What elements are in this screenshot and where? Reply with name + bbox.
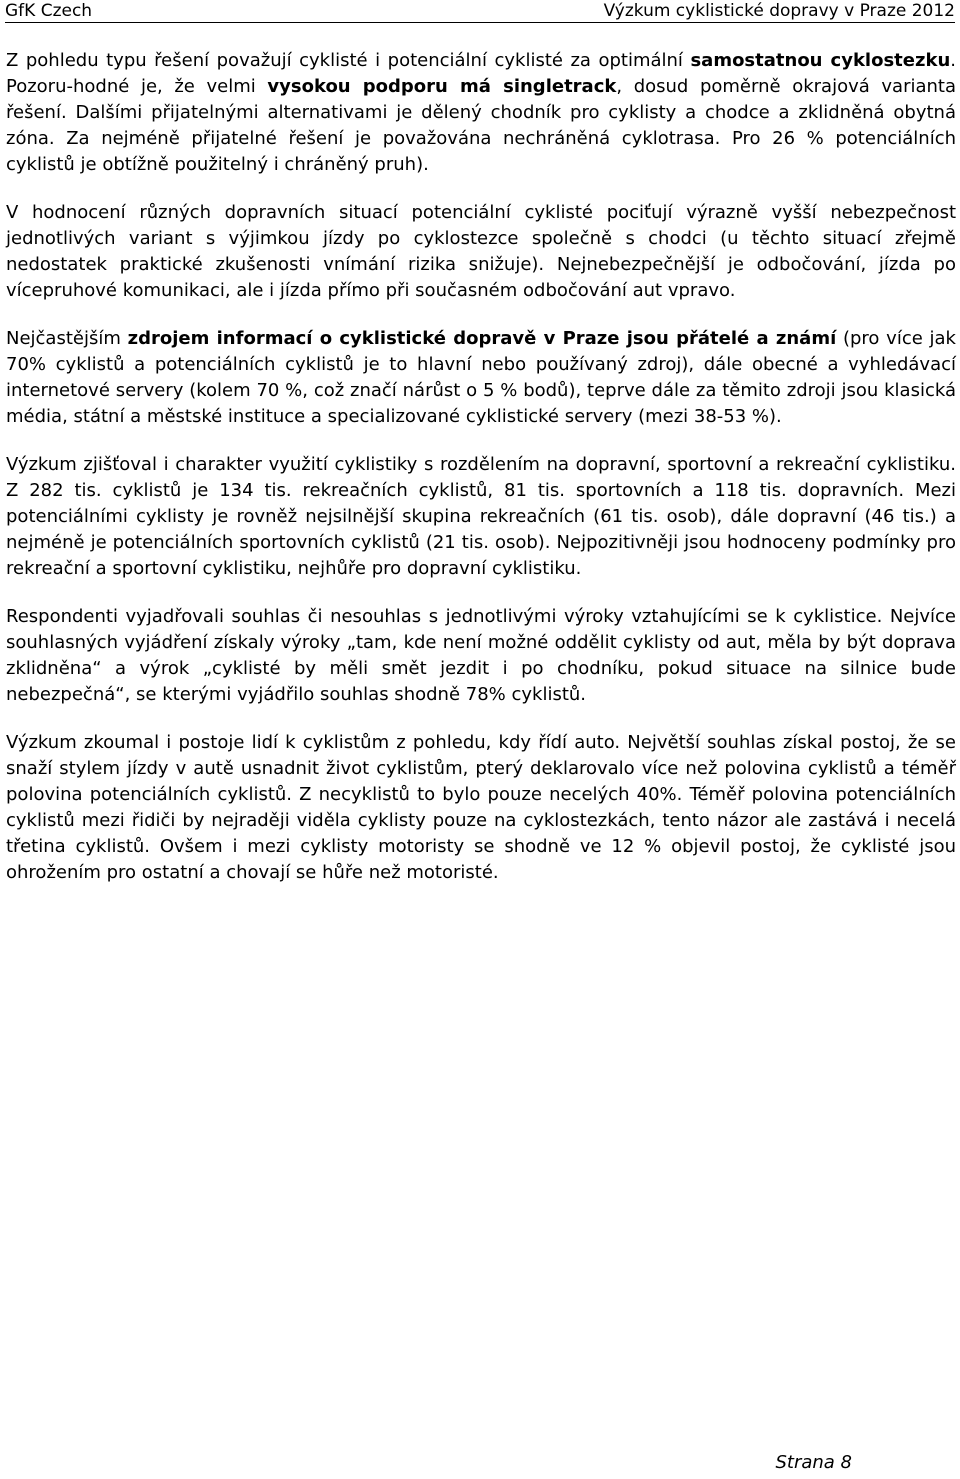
- paragraph-driver-attitudes: Výzkum zkoumal i postoje lidí k cyklistům z pohledu, kdy řídí auto. Největší souhlas získal postoj, že se snaží stylem jízdy v autě usnadnit život cyklistům, pterý deklarovalo více než polovina cyklistů a téměř polovina potenciálních cyklistů. Z necyklistů to bylo pouze necelých 40%. Téměř polovina potenciálních cyklistů mezi řidiči by nejraději viděla cyklisty pouze na cyklostezkách, tento názor ale zastává i necelá třetina cyklistů. Ovšem i mezi cyklisty motoristy se shodně ve 12 % objevil postoj, že cyklisté jsou ohrožením pro ostatní a chovají se hůře než motoristé.: [6, 732, 956, 883]
- document-body: [6, 48, 956, 908]
- page-number: Strana 8: [775, 1452, 852, 1473]
- header-company: GfK Czech: [5, 1, 93, 21]
- paragraph-statements: Respondenti vyjadřovali souhlas či nesouhlas s jednotlivými výroky vztahujícími se k cyklistice. Nejvíce souhlasných vyjádření získaly výroky „tam, kde není možné oddělit cyklisty od aut, měla by být doprava zklidněna“ a výrok „cyklisté by měli smět jezdit i po chodníku, pokud situace na silnice bude nebezpečná“, se kterými vyjádřilo souhlas shodně 78% cyklistů.: [6, 606, 956, 705]
- paragraph-solution-types: Z pohledu typu řešení považují cyklisté i potenciální cyklisté za optimální samostatnou cyklostezku. Pozoru-hodné je, že velmi vysokou podporu má singletrack, dosud poměrně okrajová varianta řešení. Dalšími přijatelnými alternativami je dělený chodník pro cyklisty a chodce a zklidněná obytná zóna. Za nejméně přijatelné řešení je považována nechráněná cyklotrasa. Pro 26 % potenciálních cyklistů je obtížně použitelný i chráněný pruh).: [6, 50, 956, 175]
- header-document-title: Výzkum cyklistické dopravy v Praze 2012: [603, 1, 955, 21]
- paragraph-information-sources: Nejčastějším zdrojem informací o cyklistické dopravě v Praze jsou přátelé a známí (pro více jak 70% cyklistů a potenciálních cyklistů je to hlavní nebo používaný zdroj), dále obecné a vyhledávací internetové servery (kolem 70 %, což značí nárůst o 5 % bodů), teprve dále za těmito zdroji jsou klasická média, státní a městské instituce a specializované cyklistické servery (mezi 38-53 %).: [6, 328, 956, 427]
- paragraph-cycling-types: Výzkum zjišťoval i charakter využití cyklistiky s rozdělením na dopravní, sportovní a rekreační cyklistiku. Z 282 tis. cyklistů je 134 tis. rekreačních cyklistů, 81 tis. sportovních a 118 tis. dopravních. Mezi potenciálními cyklisty je rovněž nejsilnější skupina rekreačních (61 tis. osob), dále dopravní (46 tis.) a nejméně je potenciálních sportovních cyklistů (21 tis. osob). Nejpozitivněji jsou hodnoceny podmínky pro rekreační a sportovní cyklistiku, nejhůře pro dopravní cyklistiku.: [6, 454, 956, 579]
- page-header: [5, 0, 955, 23]
- paragraph-traffic-situations: V hodnocení různých dopravních situací potenciální cyklisté pociťují výrazně vyšší nebezpečnost jednotlivých variant s výjimkou jízdy po cyklostezce společně s chodci (u těchto situací zřejmě nedostatek praktické zkušenosti vnímání rizika snižuje). Nejnebezpečnější je odbočování, jízda po vícepruhové komunikaci, ale i jízda přímo při současném odbočování aut vpravo.: [6, 202, 956, 301]
